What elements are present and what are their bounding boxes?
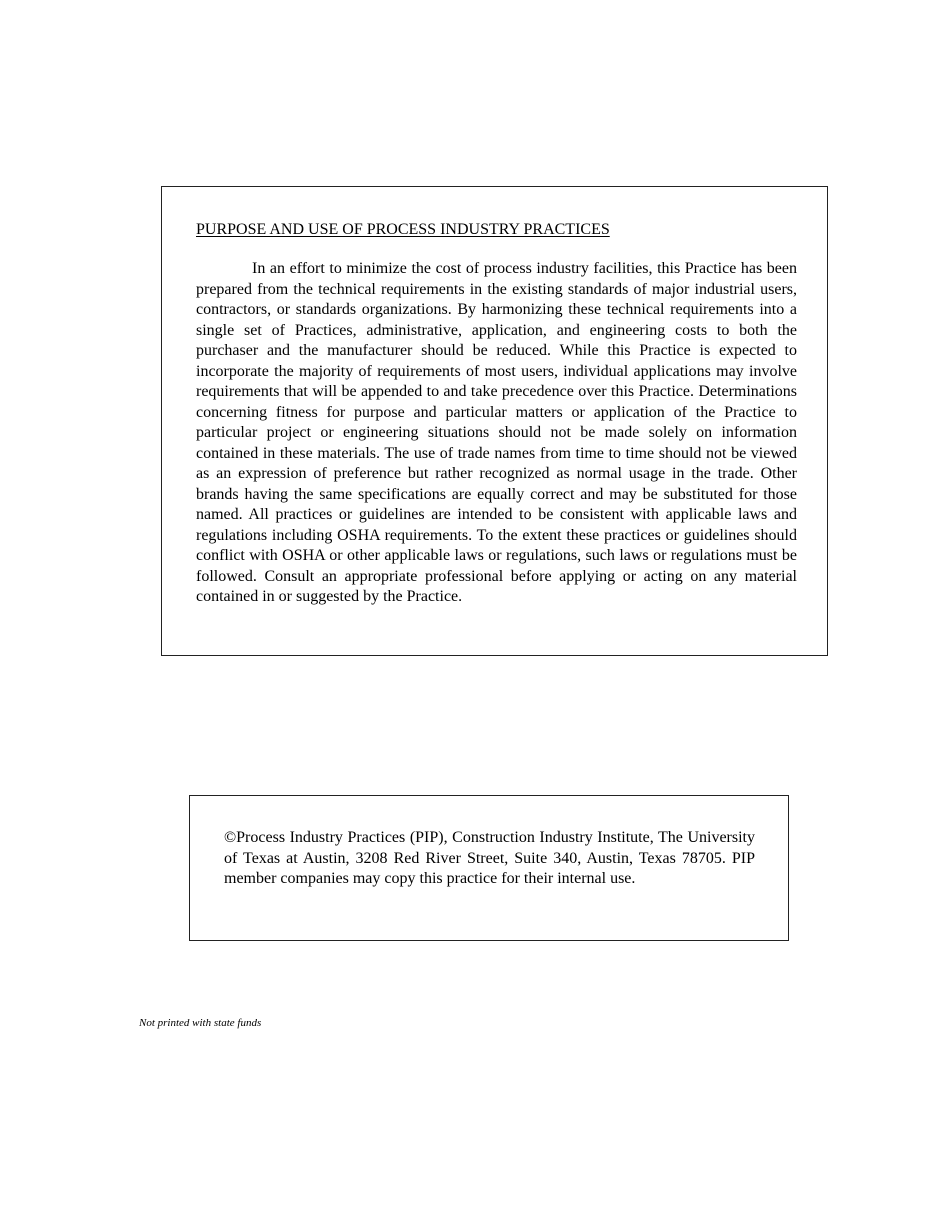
- purpose-box: [161, 186, 828, 656]
- purpose-body-text: In an effort to minimize the cost of process industry facilities, this Practice has been prepared from the technical requirements in the existing standards of major industrial users, contractors, or standards organizations. By harmonizing these technical requirements into a single set of Practices, administrative, application, and engineering costs to both the purchaser and the manufacturer should be reduced. While this Practice is expected to incorporate the majority of requirements of most users, individual applications may involve requirements that will be appended to and take precedence over this Practice. Determinations concerning fitness for purpose and particular matters or application of the Practice to particular project or engineering situations should not be made solely on information contained in these materials. The use of trade names from time to time should not be viewed as an expression of preference but rather recognized as normal usage in the trade. Other brands having the same specifications are equally correct and may be substituted for those named. All practices or guidelines are intended to be consistent with applicable laws and regulations including OSHA requirements. To the extent these practices or guidelines should conflict with OSHA or other applicable laws or regulations, such laws or regulations must be followed. Consult an appropriate professional before applying or acting on any material contained in or suggested by the Practice.: [196, 260, 797, 605]
- purpose-heading: PURPOSE AND USE OF PROCESS INDUSTRY PRACTICES: [196, 221, 610, 238]
- copyright-box: [189, 795, 789, 941]
- footer-note: Not printed with state funds: [139, 1017, 262, 1029]
- copyright-text: ©Process Industry Practices (PIP), Construction Industry Institute, The University of Texas at Austin, 3208 Red River Street, Suite 340, Austin, Texas 78705. PIP member companies may copy this practice for their internal use.: [224, 829, 755, 887]
